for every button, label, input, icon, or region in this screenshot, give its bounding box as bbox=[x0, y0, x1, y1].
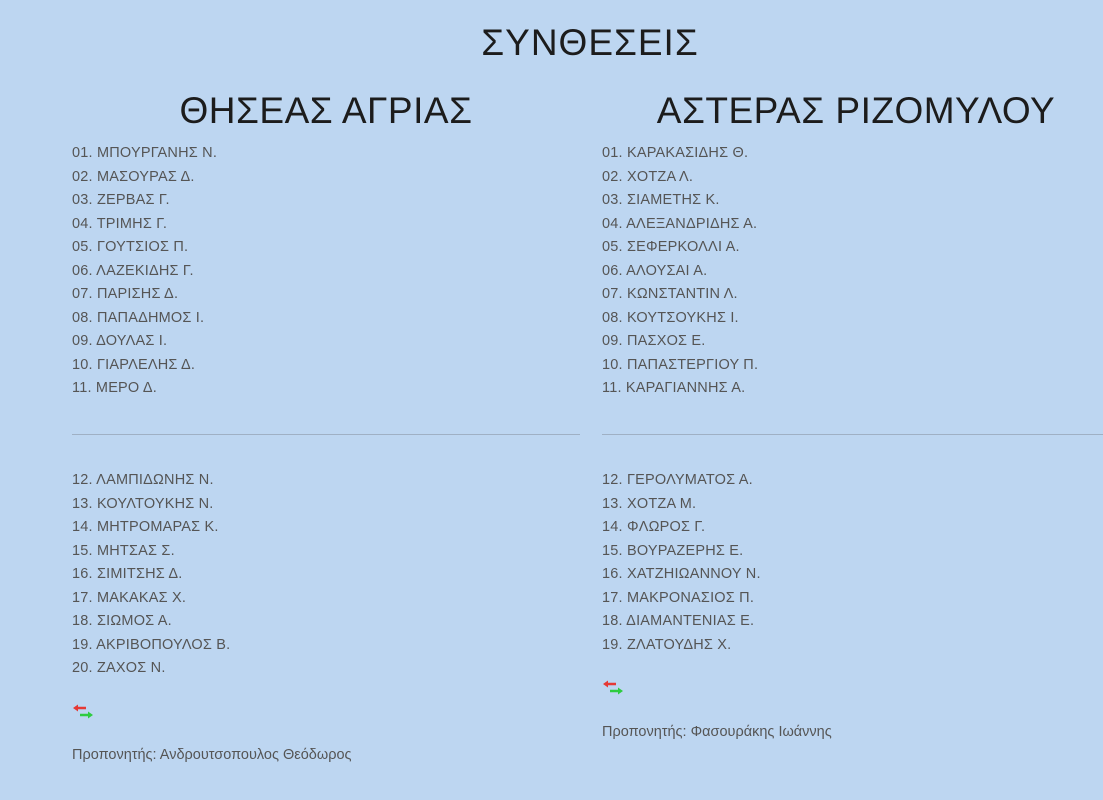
player-item: 20. ΖΑΧΟΣ Ν. bbox=[72, 660, 166, 676]
away-substitutes-list bbox=[602, 469, 761, 657]
away-starters-list bbox=[602, 142, 758, 401]
player-item: 07. ΠΑΡΙΣΗΣ Δ. bbox=[72, 286, 179, 302]
player-item: 06. ΑΛΟΥΣΑΙ Α. bbox=[602, 262, 708, 279]
away-team-name: ΑΣΤΕΡΑΣ ΡΙΖΟΜΥΛΟΥ bbox=[656, 90, 1056, 131]
player-item: 11. ΚΑΡΑΓΙΑΝΝΗΣ Α. bbox=[602, 380, 746, 396]
page-title: ΣΥΝΘΕΣΕΙΣ bbox=[481, 22, 699, 63]
home-substitutes-list bbox=[72, 469, 230, 681]
player-item: 09. ΔΟΥΛΑΣ Ι. bbox=[72, 333, 168, 349]
player-item: 15. ΒΟΥΡΑΖΕΡΗΣ Ε. bbox=[602, 542, 744, 559]
substitution-arrows-icon bbox=[72, 704, 94, 720]
divider bbox=[72, 434, 580, 435]
player-item: 07. ΚΩΝΣΤΑΝΤΙΝ Λ. bbox=[602, 286, 738, 302]
home-starters-list bbox=[72, 142, 217, 401]
divider bbox=[602, 434, 1103, 435]
away-team-lineup bbox=[602, 88, 1103, 740]
player-item: 10. ΠΑΠΑΣΤΕΡΓΙΟΥ Π. bbox=[602, 356, 759, 373]
player-item: 09. ΠΑΣΧΟΣ Ε. bbox=[602, 333, 706, 349]
player-item: 12. ΛΑΜΠΙΔΩΝΗΣ Ν. bbox=[72, 472, 214, 488]
player-item: 13. ΧΟΤΖΑ Μ. bbox=[602, 495, 697, 512]
player-item: 18. ΣΙΩΜΟΣ Α. bbox=[72, 613, 172, 629]
player-item: 03. ΖΕΡΒΑΣ Γ. bbox=[72, 192, 170, 208]
player-item: 11. ΜΕΡΟ Δ. bbox=[72, 380, 157, 396]
player-item: 05. ΣΕΦΕΡΚΟΛΛΙ Α. bbox=[602, 239, 740, 255]
player-item: 14. ΜΗΤΡΟΜΑΡΑΣ Κ. bbox=[72, 519, 219, 535]
home-team-name: ΘΗΣΕΑΣ ΑΓΡΙΑΣ bbox=[179, 90, 473, 131]
player-item: 04. ΤΡΙΜΗΣ Γ. bbox=[72, 215, 168, 232]
player-item: 14. ΦΛΩΡΟΣ Γ. bbox=[602, 519, 706, 535]
player-item: 19. ΑΚΡΙΒΟΠΟΥΛΟΣ Β. bbox=[72, 636, 231, 653]
player-item: 18. ΔΙΑΜΑΝΤΕΝΙΑΣ Ε. bbox=[602, 613, 755, 629]
player-item: 01. ΜΠΟΥΡΓΑΝΗΣ Ν. bbox=[72, 145, 218, 161]
substitution-arrows-icon bbox=[602, 680, 624, 696]
player-item: 01. ΚΑΡΑΚΑΣΙΔΗΣ Θ. bbox=[602, 145, 749, 161]
player-item: 08. ΚΟΥΤΣΟΥΚΗΣ Ι. bbox=[602, 309, 739, 326]
player-item: 06. ΛΑΖΕΚΙΔΗΣ Γ. bbox=[72, 262, 194, 279]
player-item: 05. ΓΟΥΤΣΙΟΣ Π. bbox=[72, 239, 189, 255]
player-item: 17. ΜΑΚΑΚΑΣ Χ. bbox=[72, 589, 187, 606]
player-item: 03. ΣΙΑΜΕΤΗΣ Κ. bbox=[602, 192, 720, 208]
coach-name: Προπονητής: Ανδρουτσοπουλος Θεόδωρος bbox=[72, 747, 352, 763]
player-item: 02. ΜΑΣΟΥΡΑΣ Δ. bbox=[72, 168, 195, 185]
coach-name: Προπονητής: Φασουράκης Ιωάννης bbox=[602, 724, 832, 740]
player-item: 16. ΧΑΤΖΗΙΩΑΝΝΟΥ Ν. bbox=[602, 566, 761, 582]
player-item: 19. ΖΛΑΤΟΥΔΗΣ Χ. bbox=[602, 636, 732, 653]
player-item: 10. ΓΙΑΡΛΕΛΗΣ Δ. bbox=[72, 356, 196, 373]
home-team-lineup bbox=[72, 88, 580, 763]
player-item: 04. ΑΛΕΞΑΝΔΡΙΔΗΣ Α. bbox=[602, 215, 758, 232]
player-item: 12. ΓΕΡΟΛΥΜΑΤΟΣ Α. bbox=[602, 472, 753, 488]
player-item: 13. ΚΟΥΛΤΟΥΚΗΣ Ν. bbox=[72, 495, 214, 512]
player-item: 15. ΜΗΤΣΑΣ Σ. bbox=[72, 542, 175, 559]
player-item: 16. ΣΙΜΙΤΣΗΣ Δ. bbox=[72, 566, 183, 582]
player-item: 17. ΜΑΚΡΟΝΑΣΙΟΣ Π. bbox=[602, 589, 755, 606]
player-item: 08. ΠΑΠΑΔΗΜΟΣ Ι. bbox=[72, 309, 205, 326]
player-item: 02. ΧΟΤΖΑ Λ. bbox=[602, 168, 694, 185]
